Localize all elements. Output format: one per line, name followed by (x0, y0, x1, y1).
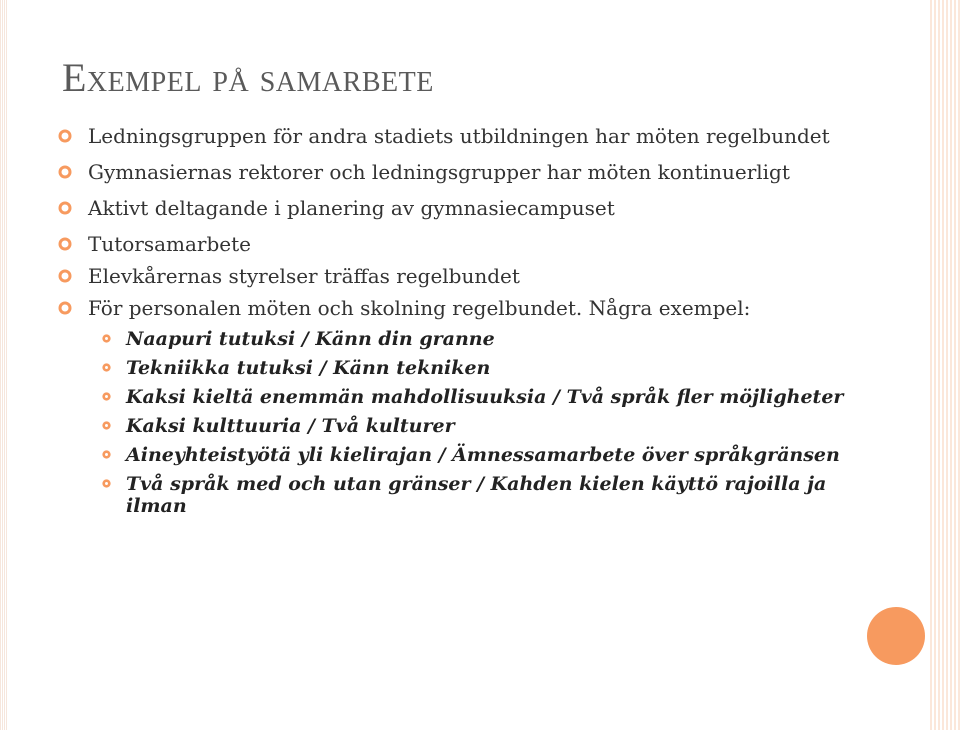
bullet-item (58, 160, 848, 184)
sub-bullet-item (58, 473, 848, 517)
orange-ring-icon (58, 129, 72, 143)
sub-bullet-text: Kaksi kulttuuria / Två kulturer (126, 415, 455, 437)
sub-bullet-item (58, 328, 848, 350)
sub-bullet-item (58, 386, 848, 408)
orange-ring-icon (58, 165, 72, 179)
sub-bullet-text: Naapuri tutuksi / Känn din granne (126, 328, 495, 350)
orange-ring-icon (58, 301, 72, 315)
orange-ring-icon (58, 237, 72, 251)
orange-sunburst-icon (101, 478, 112, 489)
right-decorative-edge (930, 0, 960, 730)
sub-bullet-item (58, 415, 848, 437)
orange-sunburst-icon (101, 449, 112, 460)
bullet-list (58, 124, 848, 524)
bullet-item (58, 264, 848, 288)
bullet-text: För personalen möten och skolning regelbundet. Några exempel: (88, 296, 751, 320)
orange-sunburst-icon (101, 362, 112, 373)
bullet-text: Ledningsgruppen för andra stadiets utbildningen har möten regelbundet (88, 124, 830, 148)
bullet-item (58, 296, 848, 320)
bullet-text: Tutorsamarbete (88, 232, 252, 256)
orange-sunburst-icon (101, 391, 112, 402)
bullet-text: Gymnasiernas rektorer och ledningsgrupper har möten kontinuerligt (88, 160, 790, 184)
sub-bullet-item (58, 357, 848, 379)
sub-bullet-item (58, 444, 848, 466)
orange-sunburst-icon (101, 333, 112, 344)
orange-ring-icon (58, 201, 72, 215)
orange-circle-decoration (867, 607, 925, 665)
sub-bullet-text: Tekniikka tutuksi / Känn tekniken (126, 357, 491, 379)
bullet-item (58, 124, 848, 148)
bullet-item (58, 232, 848, 256)
bullet-item (58, 196, 848, 220)
orange-sunburst-icon (101, 420, 112, 431)
sub-bullet-text: Aineyhteistyötä yli kielirajan / Ämnessamarbete över språkgränsen (126, 444, 840, 466)
left-decorative-edge (0, 0, 8, 730)
bullet-text: Elevkårernas styrelser träffas regelbundet (88, 264, 520, 288)
sub-bullet-text: Två språk med och utan gränser / Kahden kielen käyttö rajoilla ja ilman (126, 473, 827, 517)
orange-ring-icon (58, 269, 72, 283)
sub-bullet-text: Kaksi kieltä enemmän mahdollisuuksia / Två språk fler möjligheter (126, 386, 844, 408)
bullet-text: Aktivt deltagande i planering av gymnasiecampuset (88, 196, 615, 220)
slide-title: Exempel på samarbete (62, 55, 434, 100)
